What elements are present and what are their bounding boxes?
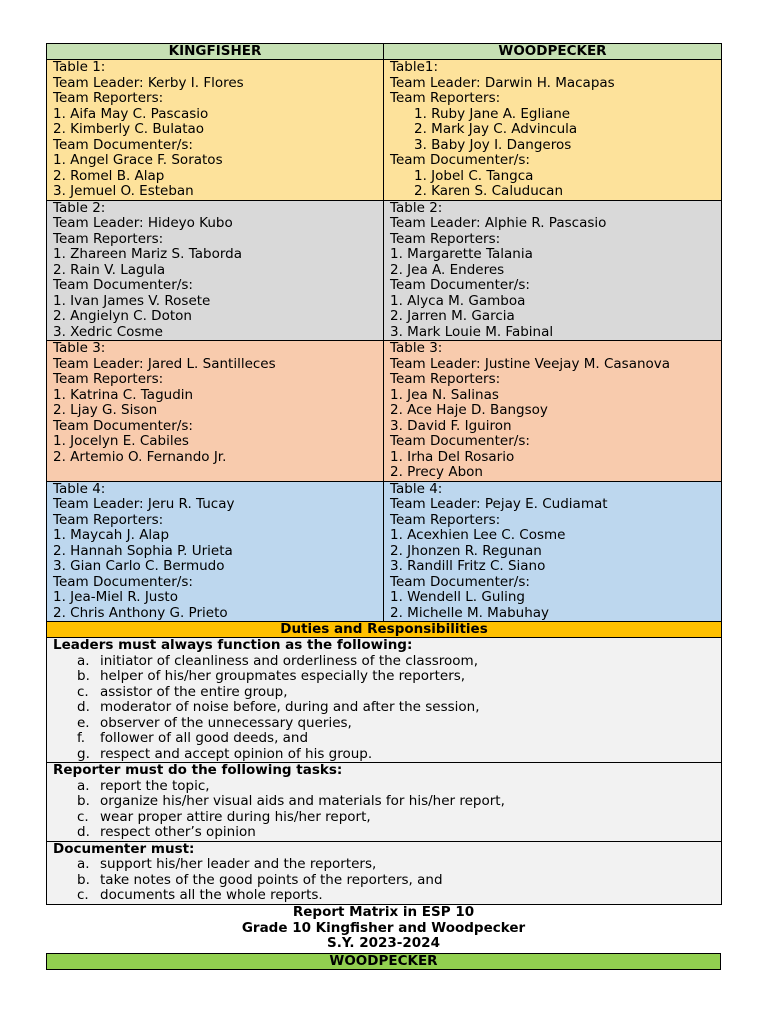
- text-line: Table 2:: [390, 199, 443, 216]
- text-line: 2. Jarren M. Garcia: [390, 308, 515, 324]
- item-letter: a.: [77, 652, 90, 669]
- text-line: 2. Hannah Sophia P. Urieta: [53, 542, 233, 559]
- item-text: respect and accept opinion of his group.: [100, 745, 373, 762]
- list-item: [53, 810, 715, 826]
- text-line: 2. Michelle M. Mabuhay: [390, 604, 550, 621]
- item-letter: b.: [77, 871, 90, 888]
- item-text: report the topic,: [100, 777, 210, 794]
- kingfisher-table-4-cell: [47, 481, 384, 622]
- list-item: [53, 873, 715, 889]
- text-line: Team Reporters:: [53, 371, 164, 387]
- list-item: [53, 731, 715, 747]
- text-line: Team Leader: Darwin H. Macapas: [390, 74, 615, 91]
- woodpecker-header: WOODPECKER: [384, 44, 722, 60]
- item-text: support his/her leader and the reporters,: [100, 856, 377, 872]
- item-letter: c.: [77, 808, 89, 825]
- item-text: wear proper attire during his/her report,: [100, 808, 371, 825]
- text-line: 2. Jea A. Enderes: [390, 261, 505, 278]
- text-line: Team Reporters:: [53, 230, 164, 247]
- item-text: moderator of noise before, during and after the session,: [100, 699, 480, 715]
- text-line: 3. Mark Louie M. Fabinal: [390, 323, 554, 340]
- text-line: Table1:: [390, 59, 439, 75]
- text-line: 1. Wendell L. Guling: [390, 589, 526, 605]
- table-4-row: [47, 481, 722, 622]
- text-line: 2. Ljay G. Sison: [53, 402, 158, 418]
- reporter-duties-row: [47, 763, 722, 842]
- text-line: Table 3:: [390, 340, 443, 356]
- item-letter: d.: [77, 824, 90, 840]
- text-line: 1. Alyca M. Gamboa: [390, 292, 526, 309]
- text-line: Team Reporters:: [390, 511, 501, 528]
- item-text: observer of the unnecessary queries,: [100, 714, 352, 731]
- text-line: 1. Aifa May C. Pascasio: [53, 105, 209, 122]
- item-text: organize his/her visual aids and materials for his/her report,: [100, 793, 505, 809]
- item-letter: b.: [77, 793, 90, 809]
- text-line: 1. Irha Del Rosario: [390, 448, 515, 465]
- text-line: 1. Jea-Miel R. Justo: [53, 589, 178, 605]
- text-line: 2. Ace Haje D. Bangsoy: [390, 402, 548, 418]
- woodpecker-section-header: WOODPECKER: [46, 953, 721, 970]
- text-line: Team Reporters:: [390, 371, 501, 387]
- woodpecker-table-3-cell: [384, 341, 722, 482]
- list-item: [53, 747, 715, 763]
- text-line: 2. Jhonzen R. Regunan: [390, 542, 542, 559]
- text-line: Table 4:: [390, 480, 443, 497]
- text-line: Team Documenter/s:: [390, 433, 530, 449]
- item-text: initiator of cleanliness and orderliness of the classroom,: [100, 652, 478, 669]
- text-line: Table 3:: [53, 340, 106, 356]
- reporter-duties-cell: [47, 763, 722, 842]
- table-3-row: [47, 341, 722, 482]
- item-text: helper of his/her groupmates especially the reporters,: [100, 668, 466, 684]
- text-line: 3. David F. Iguiron: [390, 417, 512, 434]
- document-title: Report Matrix in ESP 10: [292, 904, 475, 920]
- item-text: documents all the whole reports.: [100, 887, 323, 903]
- text-line: 2. Angielyn C. Doton: [53, 308, 192, 324]
- text-line: 2. Artemio O. Fernando Jr.: [53, 448, 227, 465]
- text-line: 1. Jobel C. Tangca: [414, 167, 534, 184]
- text-line: 2. Rain V. Lagula: [53, 261, 166, 278]
- item-letter: c.: [77, 683, 89, 700]
- kingfisher-table-3-cell: [47, 341, 384, 482]
- text-line: 1. Zhareen Mariz S. Taborda: [53, 246, 242, 262]
- item-text: assistor of the entire group,: [100, 683, 288, 700]
- text-line: Team Reporters:: [53, 90, 164, 106]
- text-line: 1. Jocelyn E. Cabiles: [53, 433, 189, 449]
- text-line: Table 4:: [53, 480, 106, 497]
- report-matrix-table: [46, 43, 722, 905]
- item-text: take notes of the good points of the reporters, and: [100, 871, 443, 888]
- duties-title: Duties and Responsibilities: [47, 622, 722, 638]
- text-line: 2. Precy Abon: [390, 464, 483, 480]
- text-line: Team Documenter/s:: [53, 417, 193, 434]
- list-item: [53, 700, 715, 716]
- woodpecker-table-2-cell: [384, 200, 722, 341]
- item-letter: b.: [77, 668, 90, 684]
- text-line: Table 2:: [53, 199, 106, 216]
- list-item: [53, 857, 715, 873]
- text-line: Team Leader: Kerby I. Flores: [53, 74, 244, 91]
- section-heading: Documenter must:: [53, 840, 195, 857]
- list-item: [53, 825, 715, 841]
- text-line: Team Leader: Pejay E. Cudiamat: [390, 496, 608, 512]
- item-letter: f.: [77, 730, 86, 746]
- text-line: Team Reporters:: [390, 90, 501, 106]
- text-line: 3. Baby Joy I. Dangeros: [414, 136, 572, 153]
- school-year: S.Y. 2023-2024: [327, 935, 440, 951]
- text-line: 1. Katrina C. Tagudin: [53, 386, 194, 403]
- text-line: 2. Chris Anthony G. Prieto: [53, 604, 228, 621]
- text-line: Table 1:: [53, 59, 106, 75]
- text-line: 3. Randill Fritz C. Siano: [390, 558, 546, 574]
- item-letter: e.: [77, 714, 90, 731]
- text-line: Team Reporters:: [53, 511, 164, 528]
- text-line: 1. Jea N. Salinas: [390, 386, 499, 403]
- woodpecker-table-1-cell: [384, 60, 722, 201]
- leaders-duties-cell: [47, 638, 722, 763]
- text-line: 3. Gian Carlo C. Bermudo: [53, 558, 225, 574]
- text-line: Team Leader: Hideyo Kubo: [53, 215, 233, 231]
- text-line: 2. Romel B. Alap: [53, 167, 165, 184]
- text-line: 3. Jemuel O. Esteban: [53, 183, 194, 199]
- item-text: follower of all good deeds, and: [100, 730, 309, 746]
- item-text: respect other’s opinion: [100, 824, 256, 840]
- list-item: [53, 888, 715, 904]
- text-line: 1. Maycah J. Alap: [53, 527, 170, 543]
- list-item: [53, 685, 715, 701]
- table-1-row: [47, 60, 722, 201]
- text-line: 1. Margarette Talania: [390, 246, 533, 262]
- section-heading: Leaders must always function as the following:: [53, 637, 413, 653]
- item-letter: d.: [77, 699, 90, 715]
- text-line: 2. Karen S. Caluducan: [414, 183, 564, 199]
- kingfisher-header: KINGFISHER: [47, 44, 384, 60]
- text-line: 1. Ivan James V. Rosete: [53, 292, 211, 309]
- table-2-row: [47, 200, 722, 341]
- text-line: Team Documenter/s:: [53, 277, 193, 293]
- leaders-duties-row: [47, 638, 722, 763]
- text-line: 3. Xedric Cosme: [53, 323, 163, 340]
- item-letter: a.: [77, 856, 90, 872]
- text-line: 1. Acexhien Lee C. Cosme: [390, 527, 566, 543]
- text-line: 1. Angel Grace F. Soratos: [53, 152, 223, 168]
- list-item: [53, 654, 715, 670]
- kingfisher-table-1-cell: [47, 60, 384, 201]
- list-item: [53, 716, 715, 732]
- item-letter: a.: [77, 777, 90, 794]
- woodpecker-table-4-cell: [384, 481, 722, 622]
- text-line: Team Leader: Jeru R. Tucay: [53, 496, 235, 512]
- text-line: Team Leader: Justine Veejay M. Casanova: [390, 355, 671, 372]
- text-line: Team Documenter/s:: [53, 136, 193, 153]
- document-title-block: [46, 905, 721, 952]
- text-line: Team Documenter/s:: [390, 152, 530, 168]
- documenter-duties-row: [47, 841, 722, 904]
- text-line: 2. Mark Jay C. Advincula: [414, 121, 578, 137]
- duties-header-row: [47, 622, 722, 638]
- text-line: Team Documenter/s:: [390, 277, 530, 293]
- item-letter: g.: [77, 745, 90, 762]
- text-line: 1. Ruby Jane A. Egliane: [414, 105, 571, 122]
- section-heading: Reporter must do the following tasks:: [53, 762, 343, 778]
- documenter-duties-cell: [47, 841, 722, 904]
- list-item: [53, 794, 715, 810]
- list-item: [53, 669, 715, 685]
- text-line: Team Reporters:: [390, 230, 501, 247]
- text-line: Team Leader: Alphie R. Pascasio: [390, 215, 607, 231]
- text-line: 2. Kimberly C. Bulatao: [53, 121, 205, 137]
- group-header-row: [47, 44, 722, 60]
- text-line: Team Documenter/s:: [390, 573, 530, 590]
- document-subtitle: Grade 10 Kingfisher and Woodpecker: [241, 919, 526, 936]
- text-line: Team Leader: Jared L. Santilleces: [53, 355, 276, 372]
- item-letter: c.: [77, 887, 89, 903]
- kingfisher-table-2-cell: [47, 200, 384, 341]
- text-line: Team Documenter/s:: [53, 573, 193, 590]
- list-item: [53, 779, 715, 795]
